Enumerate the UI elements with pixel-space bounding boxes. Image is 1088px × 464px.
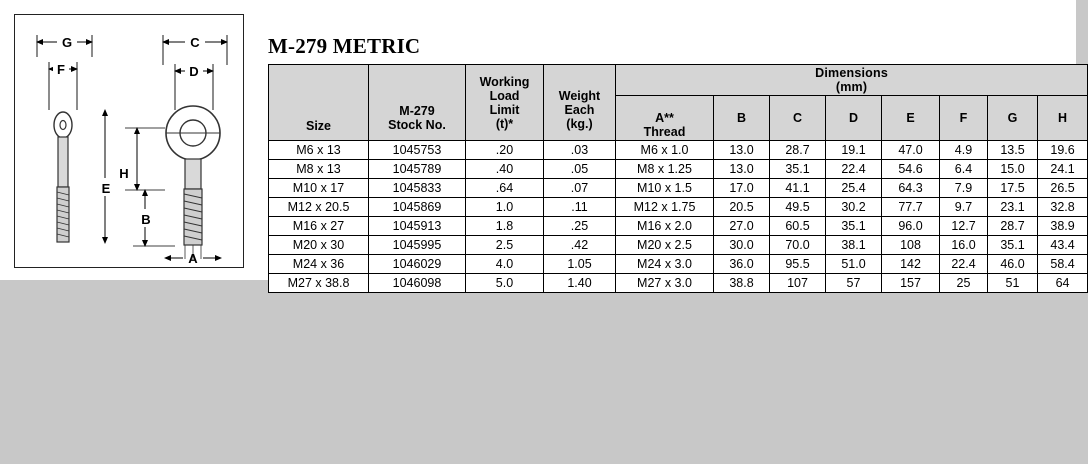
cell-dim-f: 12.7 [940,217,988,236]
cell-wll: 5.0 [466,274,544,293]
cell-stock-no: 1045995 [369,236,466,255]
cell-dim-h: 64 [1038,274,1088,293]
header-dim-f: F [940,96,988,141]
header-thread-line2: Thread [643,125,686,139]
cell-wll: .40 [466,160,544,179]
cell-thread: M6 x 1.0 [616,141,714,160]
cell-dim-b: 13.0 [714,141,770,160]
cell-weight: 1.05 [544,255,616,274]
cell-stock-no: 1045869 [369,198,466,217]
cell-thread: M27 x 3.0 [616,274,714,293]
cell-dim-d: 38.1 [826,236,882,255]
diagram-label-e: E [101,181,111,196]
cell-dim-f: 25 [940,274,988,293]
cell-dim-g: 17.5 [988,179,1038,198]
cell-size: M6 x 13 [269,141,369,160]
header-stock-no-line1: M-279 [399,103,435,118]
cell-wll: 1.8 [466,217,544,236]
cell-dim-b: 17.0 [714,179,770,198]
cell-dim-c: 95.5 [770,255,826,274]
cell-dim-g: 15.0 [988,160,1038,179]
header-dim-c: C [770,96,826,141]
header-stock-no-line2: Stock No. [388,117,446,132]
cell-stock-no: 1045753 [369,141,466,160]
cell-dim-e: 47.0 [882,141,940,160]
cell-stock-no: 1045789 [369,160,466,179]
eye-bolt-diagram [14,14,244,268]
cell-size: M8 x 13 [269,160,369,179]
cell-wll: .20 [466,141,544,160]
header-working-load-limit [466,65,544,141]
cell-size: M24 x 36 [269,255,369,274]
table-row [269,141,1088,160]
table-row [269,217,1088,236]
cell-dim-e: 77.7 [882,198,940,217]
cell-weight: 1.40 [544,274,616,293]
table-body [269,141,1088,293]
header-wll-line2: Load [489,88,520,103]
header-dim-h: H [1038,96,1088,141]
table-row [269,255,1088,274]
header-size-label: Size [305,118,331,133]
diagram-label-a: A [188,251,198,266]
cell-dim-b: 38.8 [714,274,770,293]
header-weight-line1: Weight [558,88,601,103]
cell-size: M10 x 17 [269,179,369,198]
cell-dim-g: 51 [988,274,1038,293]
cell-dim-d: 51.0 [826,255,882,274]
cell-thread: M20 x 2.5 [616,236,714,255]
cell-stock-no: 1046029 [369,255,466,274]
cell-dim-h: 26.5 [1038,179,1088,198]
spec-table [268,64,1088,293]
cell-size: M12 x 20.5 [269,198,369,217]
cell-weight: .07 [544,179,616,198]
header-thread-line1: A** [655,111,674,125]
cell-stock-no: 1045913 [369,217,466,236]
cell-stock-no: 1046098 [369,274,466,293]
table-row [269,274,1088,293]
cell-dim-d: 57 [826,274,882,293]
cell-dim-g: 23.1 [988,198,1038,217]
header-dim-b: B [714,96,770,141]
cell-dim-e: 96.0 [882,217,940,236]
cell-weight: .11 [544,198,616,217]
cell-size: M20 x 30 [269,236,369,255]
cell-thread: M10 x 1.5 [616,179,714,198]
cell-weight: .05 [544,160,616,179]
cell-dim-h: 43.4 [1038,236,1088,255]
cell-dim-c: 60.5 [770,217,826,236]
cell-thread: M8 x 1.25 [616,160,714,179]
header-weight-line2: Each [564,102,595,117]
cell-dim-e: 108 [882,236,940,255]
cell-dim-c: 28.7 [770,141,826,160]
cell-dim-c: 70.0 [770,236,826,255]
cell-dim-c: 107 [770,274,826,293]
cell-dim-b: 36.0 [714,255,770,274]
cell-dim-g: 13.5 [988,141,1038,160]
diagram-label-f: F [57,62,65,77]
cell-dim-c: 41.1 [770,179,826,198]
table-row [269,160,1088,179]
cell-thread: M24 x 3.0 [616,255,714,274]
header-wll-line4: (t)* [495,116,514,131]
cell-dim-h: 32.8 [1038,198,1088,217]
cell-dim-d: 25.4 [826,179,882,198]
cell-dim-d: 19.1 [826,141,882,160]
cell-size: M27 x 38.8 [269,274,369,293]
header-dim-g: G [988,96,1038,141]
cell-dim-d: 22.4 [826,160,882,179]
header-weight-each [544,65,616,141]
cell-dim-h: 24.1 [1038,160,1088,179]
cell-dim-h: 38.9 [1038,217,1088,236]
diagram-label-c: C [190,35,200,50]
cell-dim-g: 28.7 [988,217,1038,236]
header-dimensions-group [616,65,1088,96]
table-row [269,236,1088,255]
cell-dim-e: 54.6 [882,160,940,179]
cell-dim-e: 142 [882,255,940,274]
cell-dim-g: 35.1 [988,236,1038,255]
cell-dim-g: 46.0 [988,255,1038,274]
cell-dim-h: 19.6 [1038,141,1088,160]
cell-wll: 4.0 [466,255,544,274]
cell-dim-d: 35.1 [826,217,882,236]
header-size [269,65,369,141]
cell-stock-no: 1045833 [369,179,466,198]
cell-thread: M12 x 1.75 [616,198,714,217]
cell-wll: 2.5 [466,236,544,255]
spec-table-container [268,64,1075,293]
header-thread [616,96,714,141]
cell-dim-e: 157 [882,274,940,293]
cell-dim-b: 30.0 [714,236,770,255]
cell-dim-b: 27.0 [714,217,770,236]
cell-wll: 1.0 [466,198,544,217]
header-dimensions-line1: Dimensions [815,66,888,80]
cell-weight: .42 [544,236,616,255]
cell-weight: .25 [544,217,616,236]
header-dimensions-line2: (mm) [835,80,868,94]
cell-wll: .64 [466,179,544,198]
diagram-label-g: G [61,35,73,50]
header-wll-line1: Working [479,74,530,89]
cell-dim-f: 22.4 [940,255,988,274]
diagram-label-h: H [119,166,129,181]
cell-dim-f: 6.4 [940,160,988,179]
diagram-label-d: D [189,64,199,79]
cell-size: M16 x 27 [269,217,369,236]
diagram-label-b: B [141,212,151,227]
header-stock-no [369,65,466,141]
cell-dim-e: 64.3 [882,179,940,198]
header-wll-line3: Limit [489,102,520,117]
cell-dim-f: 9.7 [940,198,988,217]
cell-dim-c: 35.1 [770,160,826,179]
header-weight-line3: (kg.) [566,116,593,131]
header-dim-d: D [826,96,882,141]
page-title: M-279 METRIC [268,34,421,58]
table-header-row-1 [269,65,1088,96]
cell-dim-f: 4.9 [940,141,988,160]
cell-dim-b: 20.5 [714,198,770,217]
table-row [269,179,1088,198]
cell-dim-f: 16.0 [940,236,988,255]
table-row [269,198,1088,217]
table-head [269,65,1088,141]
header-dim-e: E [882,96,940,141]
cell-thread: M16 x 2.0 [616,217,714,236]
cell-dim-d: 30.2 [826,198,882,217]
cell-weight: .03 [544,141,616,160]
cell-dim-h: 58.4 [1038,255,1088,274]
cell-dim-b: 13.0 [714,160,770,179]
cell-dim-c: 49.5 [770,198,826,217]
cell-dim-f: 7.9 [940,179,988,198]
